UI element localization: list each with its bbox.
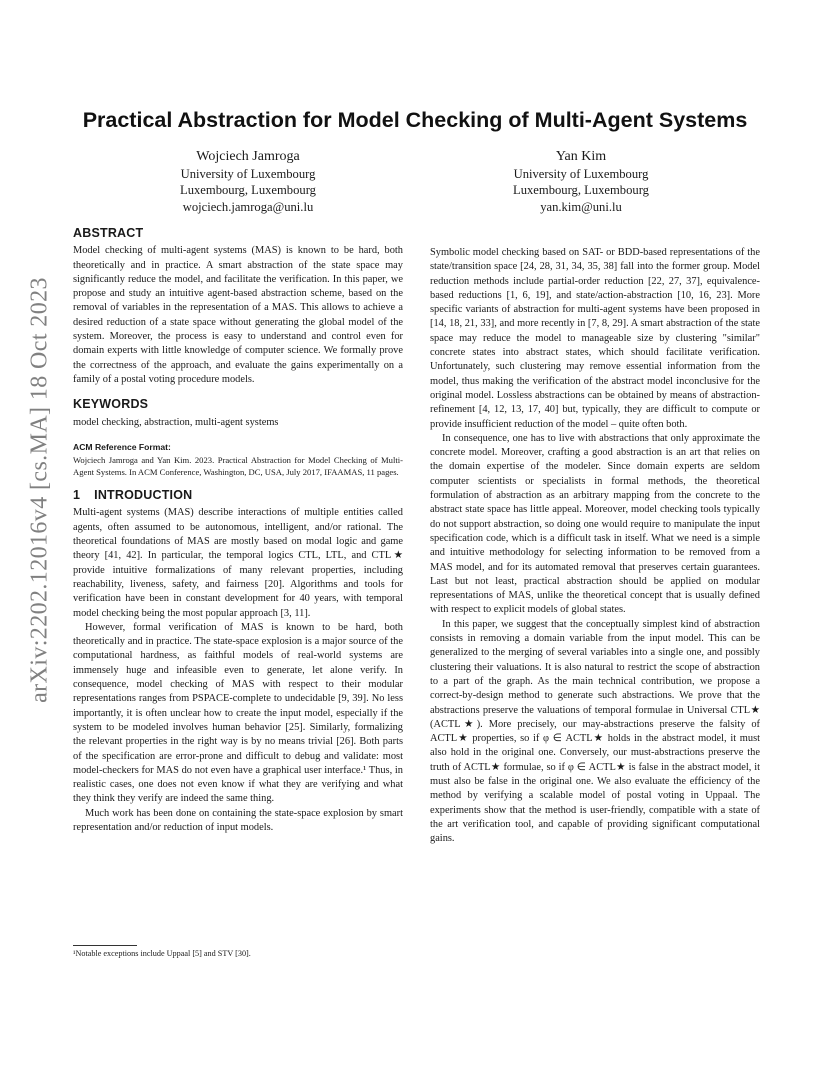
keywords-text: model checking, abstraction, multi-agent systems	[73, 416, 279, 428]
arxiv-identifier	[10, 277, 70, 703]
acm-ref-heading: ACM Reference Format:	[73, 441, 171, 452]
author-block-1	[118, 148, 378, 215]
intro-paragraph-1: Multi-agent systems (MAS) describe interactions of multiple entities called agents, often assumed to be autonomous, intelligent, and/or rational. The theoretical foundations of MAS are mostly based on modal logic and game theory [41, 42]. In particular, the temporal logics CTL, LTL, and CTL★ provide intuitive formalizations of many relevant properties, including reachability, liveness, safety, and fairness [20]. Algorithms and tools for verification have been in constant development for 40 years, with temporal model checking being the most popular approach [3, 11].	[73, 507, 403, 619]
abstract-text: Model checking of multi-agent systems (MAS) is known to be hard, both theoretically and in practice. A smart abstraction of the state space may significantly reduce the model, and facilitate the verification. In this paper, we propose and study an intuitive agent-based abstraction scheme, based on the removal of variables in the representation of a MAS. This allows to achieve a desired reduction of a state space without generating the global model of the system. Moreover, the process is easy to understand and control even for domain experts with little knowledge of computer science. We formally prove the correctness of the approach, and evaluate the gains experimentally on a family of a postal voting procedure models.	[73, 245, 403, 385]
author-email: wojciech.jamroga@uni.lu	[182, 199, 314, 214]
author-affiliation: University of Luxembourg	[513, 167, 649, 181]
right-paragraph-2: In consequence, one has to live with abstractions that only approximate the concrete model. Moreover, crafting a good abstraction is an art that relies on the domain expertise of the modeler. Since domain experts are seldom computer scientists or specialists in formal methods, the theoretical formulation of abstraction as an arbitrary mapping from the concrete to the abstract state space has little appeal. Moreover, model checking tools typically do not support abstraction, so doing one would require to manipulate the input specification code, which is a difficult task in itself. What we need is a simple and intuitive methodology for selecting information to be removed from a MAS model, and for its automated removal that preserves certain guarantees. Last but not least, practical abstraction should be applied on modular representations of MAS, unlike the theoretical concept that is usually defined with respect to explicit models of global states.	[430, 432, 760, 616]
right-paragraph-3: In this paper, we suggest that the conceptually simplest kind of abstraction consists in removing a domain variable from the input model. This can be generalized to the merging of several variables into a single one, and possibly clustering their valuations. It is also natural to restrict the scope of abstraction to a part of the graph. As the main technical contribution, we propose a correct-by-design method to generate such abstractions. We prove that the abstractions preserve the valuations of temporal formulae in Universal CTL★ (ACTL★). More precisely, our may-abstractions preserve the falsity of ACTL★ properties, so if φ ∈ ACTL★ holds in the abstract model, it must also hold in the original one. Conversely, our must-abstractions preserve the truth of ACTL★ formulae, so if φ ∈ ACTL★ is false in the abstract model, it must also be false in the original one. We also evaluate the efficiency of the method by verifying a scalable model of postal voting in Uppaal. The experiments show that the method is user-friendly, compatible with a state of the art verification tool, and capable of providing significant computational gains.	[430, 618, 760, 845]
section-number: 1	[73, 488, 81, 503]
author-block-2	[451, 148, 711, 215]
footnote-divider	[73, 945, 137, 946]
author-name: Yan Kim	[555, 149, 607, 164]
keywords-heading: KEYWORDS	[73, 397, 149, 412]
footnote: ¹Notable exceptions include Uppaal [5] and STV [30].	[73, 949, 251, 958]
author-location: Luxembourg, Luxembourg	[513, 183, 649, 198]
intro-paragraph-2: However, formal verification of MAS is known to be hard, both theoretically and in practice. The state-space explosion is a major source of the computational hardness, as faithful models of real-world systems are immensely huge and infeasible even to generate, let alone verify. In consequence, model checking of MAS with respect to their modular representations ranges from PSPACE-complete to undecidable [9, 39]. No less importantly, it is often unclear how to create the input model, especially if the system to be modeled involves human behavior [25]. Similarly, formalizing the relevant properties in the right way is by no means trivial [26]. Both parts of the specification are error-prone and difficult to debug and validate: most model-checkers for MAS do not even have a graphical user interface.¹ Thus, in realistic cases, one does not even know if what they are verifying and what they think they verify are indeed the same thing.	[73, 621, 403, 805]
left-column	[73, 226, 403, 835]
abstract-heading: ABSTRACT	[73, 226, 144, 240]
right-column	[430, 246, 760, 846]
author-name: Wojciech Jamroga	[196, 149, 300, 164]
right-paragraph-1: Symbolic model checking based on SAT- or BDD-based representations of the state/transition space [24, 28, 31, 34, 35, 38] fall into the former group. Model reduction methods include partial-order reduction [22, 27, 37], equivalence-based reductions [1, 6, 19], and state/action-abstraction [10, 16, 23]. More specific variants of abstraction for multi-agent systems have been proposed in [14, 18, 21, 33], and more recently in [7, 8, 29]. A smart abstraction of the state space may reduce the model to manageable size by clustering "similar" concrete states into abstract states, which should facilitate verification. Unfortunately, such clustering may remove essential information from the model, thus making the verification of the abstract model inconclusive for the original model. Lossless abstractions can be obtained by means of abstraction-refinement [4, 12, 13, 17, 40] but, typically, they are difficult to compute or provide insufficient reduction of the model – quite often both.	[430, 247, 760, 430]
intro-paragraph-3: Much work has been done on containing the state-space explosion by smart representation and/or reduction of input models.	[73, 807, 403, 833]
section-heading-introduction	[73, 488, 403, 502]
author-location: Luxembourg, Luxembourg	[180, 183, 316, 198]
arxiv-identifier-text: arXiv:2202.12016v4 [cs.MA] 18 Oct 2023	[26, 277, 53, 703]
section-title: INTRODUCTION	[94, 488, 193, 503]
author-email: yan.kim@uni.lu	[540, 199, 622, 214]
paper-title: Practical Abstraction for Model Checking of Multi-Agent Systems	[82, 108, 748, 132]
author-affiliation: University of Luxembourg	[180, 167, 316, 181]
acm-ref-text: Wojciech Jamroga and Yan Kim. 2023. Practical Abstraction for Model Checking of Multi-Agent Systems. In ACM Conference, Washington, DC, USA, July 2017, IFAAMAS, 11 pages.	[73, 455, 403, 478]
